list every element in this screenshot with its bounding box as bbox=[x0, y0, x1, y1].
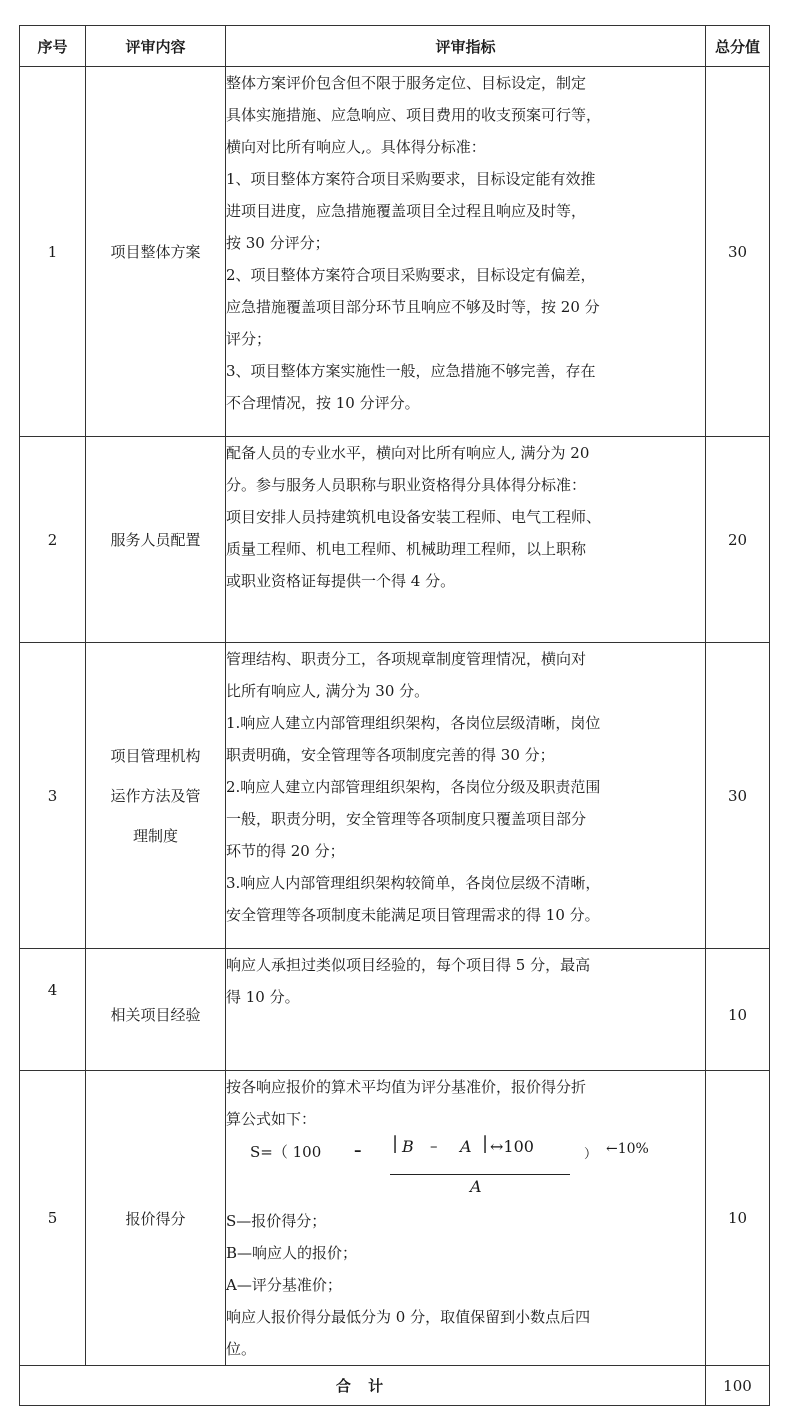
row-criteria bbox=[226, 1071, 706, 1366]
criteria-line: 比所有响应人, 满分为 30 分。 bbox=[226, 682, 430, 700]
total-score: 100 bbox=[706, 1366, 770, 1406]
formula-prefix: S=（ 100 bbox=[250, 1143, 322, 1161]
criteria-line: 位。 bbox=[226, 1340, 257, 1358]
row-content: 服务人员配置 bbox=[86, 437, 226, 643]
content-line: 运作方法及管 bbox=[110, 786, 201, 805]
row-content: 相关项目经验 bbox=[86, 949, 226, 1071]
row-criteria bbox=[226, 67, 706, 437]
row-score: 30 bbox=[706, 643, 770, 949]
criteria-line: A—评分基准价； bbox=[226, 1276, 342, 1294]
criteria-line: 按各响应报价的算术平均值为评分基准价，报价得分折 bbox=[226, 1078, 587, 1096]
criteria-line: 分。参与服务人员职称与职业资格得分具体得分标准： bbox=[226, 476, 587, 494]
row-number: 5 bbox=[20, 1071, 86, 1366]
criteria-line: 环节的得 20 分； bbox=[226, 842, 345, 860]
criteria-line: 横向对比所有响应人,。具体得分标准： bbox=[226, 138, 486, 156]
evaluation-table bbox=[19, 25, 770, 1406]
criteria-line: 管理结构、职责分工，各项规章制度管理情况，横向对 bbox=[226, 650, 587, 668]
row-criteria bbox=[226, 437, 706, 643]
row-number: 3 bbox=[20, 643, 86, 949]
formula-minus: – bbox=[354, 1141, 362, 1159]
criteria-line: 3.响应人内部管理组织架构较简单，各岗位层级不清晰， bbox=[226, 874, 601, 892]
fraction-bar bbox=[390, 1174, 570, 1175]
abs-bar-left: | bbox=[392, 1133, 399, 1154]
content-line: 项目管理机构 bbox=[110, 746, 201, 765]
row-number: 4 bbox=[20, 949, 86, 1071]
header-content: 评审内容 bbox=[86, 26, 226, 67]
table-row bbox=[20, 1071, 770, 1366]
row-number: 1 bbox=[20, 67, 86, 437]
criteria-line: 1.响应人建立内部管理组织架构，各岗位层级清晰，岗位 bbox=[226, 714, 601, 732]
header-no: 序号 bbox=[20, 26, 86, 67]
formula-arrow-100: ↔100 bbox=[490, 1137, 534, 1156]
row-score: 10 bbox=[706, 949, 770, 1071]
total-label bbox=[20, 1366, 706, 1406]
criteria-line: 应急措施覆盖项目部分环节且响应不够及时等，按 20 分 bbox=[226, 298, 600, 316]
criteria-line: 职责明确，安全管理等各项制度完善的得 30 分； bbox=[226, 746, 555, 764]
criteria-line: 项目安排人员持建筑机电设备安装工程师、电气工程师、 bbox=[226, 508, 602, 526]
header-row bbox=[20, 26, 770, 67]
table-row bbox=[20, 437, 770, 643]
formula-close: ） bbox=[584, 1147, 598, 1162]
formula-b: B bbox=[402, 1137, 414, 1156]
criteria-line: 3、项目整体方案实施性一般，应急措施不够完善，存在 bbox=[226, 362, 596, 380]
row-content bbox=[86, 643, 226, 949]
content-line: 理制度 bbox=[132, 826, 178, 845]
criteria-line: 1、项目整体方案符合项目采购要求，目标设定能有效推 bbox=[226, 170, 596, 188]
row-number: 2 bbox=[20, 437, 86, 643]
criteria-line: 配备人员的专业水平，横向对比所有响应人, 满分为 20 bbox=[226, 444, 590, 462]
criteria-line: S—报价得分； bbox=[226, 1212, 327, 1230]
row-criteria bbox=[226, 949, 706, 1071]
row-score: 20 bbox=[706, 437, 770, 643]
price-score-formula bbox=[226, 1135, 705, 1205]
row-content: 项目整体方案 bbox=[86, 67, 226, 437]
criteria-line: B—响应人的报价； bbox=[226, 1244, 358, 1262]
criteria-line: 或职业资格证每提供一个得 4 分。 bbox=[226, 572, 456, 590]
row-content: 报价得分 bbox=[86, 1071, 226, 1366]
criteria-line: 得 10 分。 bbox=[226, 988, 300, 1006]
criteria-line: 响应人承担过类似项目经验的，每个项目得 5 分，最高 bbox=[226, 956, 591, 974]
criteria-line: 质量工程师、机电工程师、机械助理工程师，以上职称 bbox=[226, 540, 587, 558]
total-row bbox=[20, 1366, 770, 1406]
criteria-line: 不合理情况，按 10 分评分。 bbox=[226, 394, 420, 412]
criteria-line: 安全管理等各项制度未能满足项目管理需求的得 10 分。 bbox=[226, 906, 600, 924]
table-row bbox=[20, 949, 770, 1071]
criteria-line: 2、项目整体方案符合项目采购要求，目标设定有偏差， bbox=[226, 266, 596, 284]
abs-bar-right: | bbox=[482, 1133, 489, 1154]
total-label-text: 合 计 bbox=[335, 1377, 390, 1395]
formula-a: A bbox=[460, 1137, 472, 1156]
table-row bbox=[20, 643, 770, 949]
row-criteria bbox=[226, 643, 706, 949]
formula-op: – bbox=[430, 1137, 438, 1155]
criteria-line: 进项目进度，应急措施覆盖项目全过程且响应及时等， bbox=[226, 202, 587, 220]
criteria-line: 整体方案评价包含但不限于服务定位、目标设定，制定 bbox=[226, 74, 587, 92]
criteria-line: 评分； bbox=[226, 330, 272, 348]
formula-denominator: A bbox=[470, 1177, 482, 1196]
criteria-line: 算公式如下： bbox=[226, 1110, 317, 1128]
criteria-line: 2.响应人建立内部管理组织架构，各岗位分级及职责范围 bbox=[226, 778, 601, 796]
table-row bbox=[20, 67, 770, 437]
criteria-line: 一般，职责分明，安全管理等各项制度只覆盖项目部分 bbox=[226, 810, 587, 828]
criteria-line: 响应人报价得分最低分为 0 分，取值保留到小数点后四 bbox=[226, 1308, 591, 1326]
header-criteria: 评审指标 bbox=[226, 26, 706, 67]
criteria-line: 按 30 分评分； bbox=[226, 234, 330, 252]
row-score: 10 bbox=[706, 1071, 770, 1366]
criteria-line: 具体实施措施、应急响应、项目费用的收支预案可行等， bbox=[226, 106, 602, 124]
row-score: 30 bbox=[706, 67, 770, 437]
formula-suffix: ←10% bbox=[606, 1141, 649, 1157]
header-score: 总分值 bbox=[706, 26, 770, 67]
